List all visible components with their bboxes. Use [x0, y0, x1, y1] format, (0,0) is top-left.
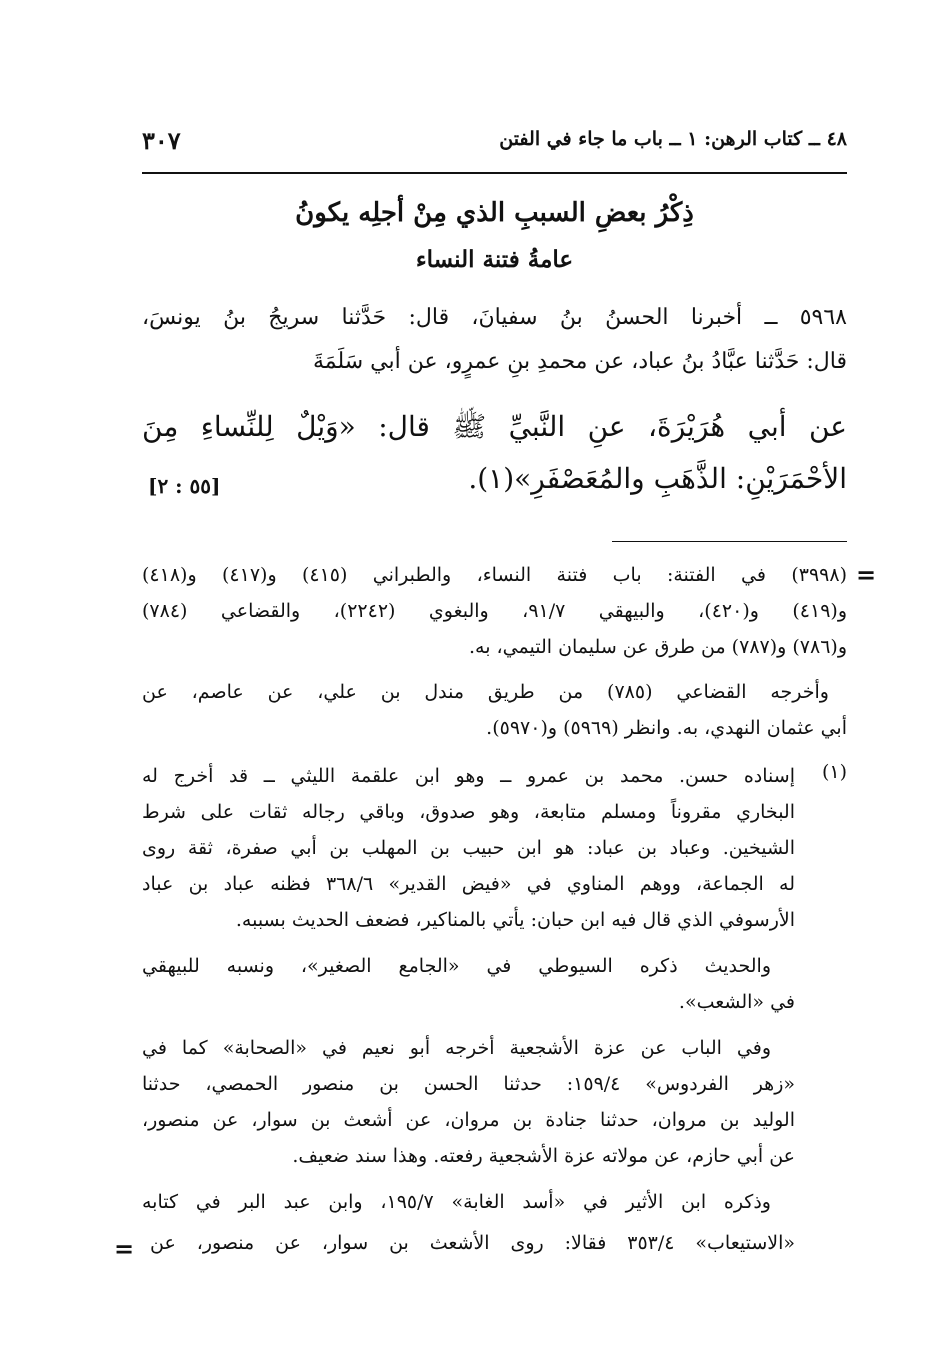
- footnote-line: والحديث ذكره السيوطي في «الجامع الصغير»، ونسبه للبيهقي: [142, 955, 771, 977]
- footnote-line: الأرسوفي الذي قال فيه ابن حبان: يأتي بالمناكير، فضعف الحديث بسببه.: [235, 909, 795, 931]
- footnote-line: الشيخين. وعباد بن عباد: هو ابن حبيب بن المهلب بن أبي صفرة، ثقة روى: [142, 837, 795, 859]
- hadith-reference: [٥٥ : ٢]: [148, 474, 221, 498]
- continuation-mark-top: =: [856, 560, 877, 589]
- footnote-line: و(٧٨٦) و(٧٨٧) من طرق عن سليمان التيمي، به.: [468, 636, 847, 658]
- footnote-separator: [612, 541, 847, 542]
- footnote-line: البخاري مقروناً ومسلم متابعة، وهو صدوق، وباقي رجاله ثقات على شرط: [142, 801, 795, 823]
- footnote-line: «زهر الفردوس» ١٥٩/٤: حدثنا الحسن بن منصور الحمصي، حدثنا: [142, 1073, 795, 1095]
- footnote-line: «الاستيعاب» ٣٥٣/٤ فقالا: روى الأشعث بن سوار، عن منصور، عن: [150, 1232, 795, 1254]
- footnote-line: في «الشعب».: [678, 991, 795, 1013]
- footnote-line: له الجماعة، ووهم المناوي في «فيض القدير» ٣٦٨/٦ فظنه عباد بن عباد: [142, 873, 795, 895]
- hadith-matn-line1: عن أبي هُرَيْرَةَ، عنِ النَّبيِّ ﷺ قال: «وَيْلٌ لِلنِّساءِ مِنَ: [142, 410, 847, 443]
- footnote-line: (٣٩٩٨) في الفتنة: باب فتنة النساء، والطبراني (٤١٥) و(٤١٧) و(٤١٨): [142, 564, 847, 586]
- footnote-line: إسناده حسن. محمد بن عمرو ــ وهو ابن علقمة الليثي ــ قد أخرج له: [142, 765, 795, 787]
- footnote-line: وأخرجه القضاعي (٧٨٥) من طريق مندل بن علي، عن عاصم، عن: [142, 681, 829, 703]
- continuation-mark-bottom: =: [114, 1234, 135, 1263]
- footnote-line: وذكره ابن الأثير في «أسد الغابة» ١٩٥/٧، وابن عبد البر في كتابه: [142, 1191, 771, 1213]
- hadith-isnad-line2: قال: حَدَّثنا عبَّادُ بنُ عباد، عن محمدِ بنِ عمرٍو، عن أبي سَلَمَةَ: [312, 349, 847, 374]
- footnote-line: أبي عثمان النهدي، به. وانظر (٥٩٦٩) و(٥٩٧٠).: [486, 717, 847, 739]
- footnote-line: و(٤١٩) و(٤٢٠)، والبيهقي ٩١/٧، والبغوي (٢٢٤٢)، والقضاعي (٧٨٤): [142, 600, 847, 622]
- hadith-matn-line2: الأحْمَرَيْنِ: الذَّهَبِ والمُعَصْفَرِ»(١).: [468, 462, 847, 495]
- page-number: ٣٠٧: [142, 126, 181, 155]
- hadith-isnad-line1: ٥٩٦٨ ــ أخبرنا الحسنُ بنُ سفيانَ، قال: حَدَّثنا سريجُ بنُ يونسَ،: [142, 305, 847, 330]
- section-heading-line1: ذِكْرُ بعضِ السببِ الذي مِنْ أجلِه يكونُ: [295, 198, 694, 228]
- running-header: ٤٨ ــ كتاب الرهن: ١ ــ باب ما جاء في الفتن: [499, 128, 847, 150]
- footnote-line: وفي الباب عن عزة الأشجعية أخرجه أبو نعيم في «الصحابة» كما في: [142, 1037, 771, 1059]
- header-rule: [142, 172, 847, 174]
- section-heading-line2: عامةُ فتنة النساء: [415, 246, 574, 273]
- footnote-line: عن أبي حازم، عن مولاته عزة الأشجعية رفعته. وهذا سند ضعيف.: [292, 1145, 795, 1167]
- footnote-line: الوليد بن مروان، حدثنا جنادة بن مروان، عن أشعث بن سوار، عن منصور،: [142, 1109, 795, 1131]
- footnote-number: (١): [821, 761, 847, 783]
